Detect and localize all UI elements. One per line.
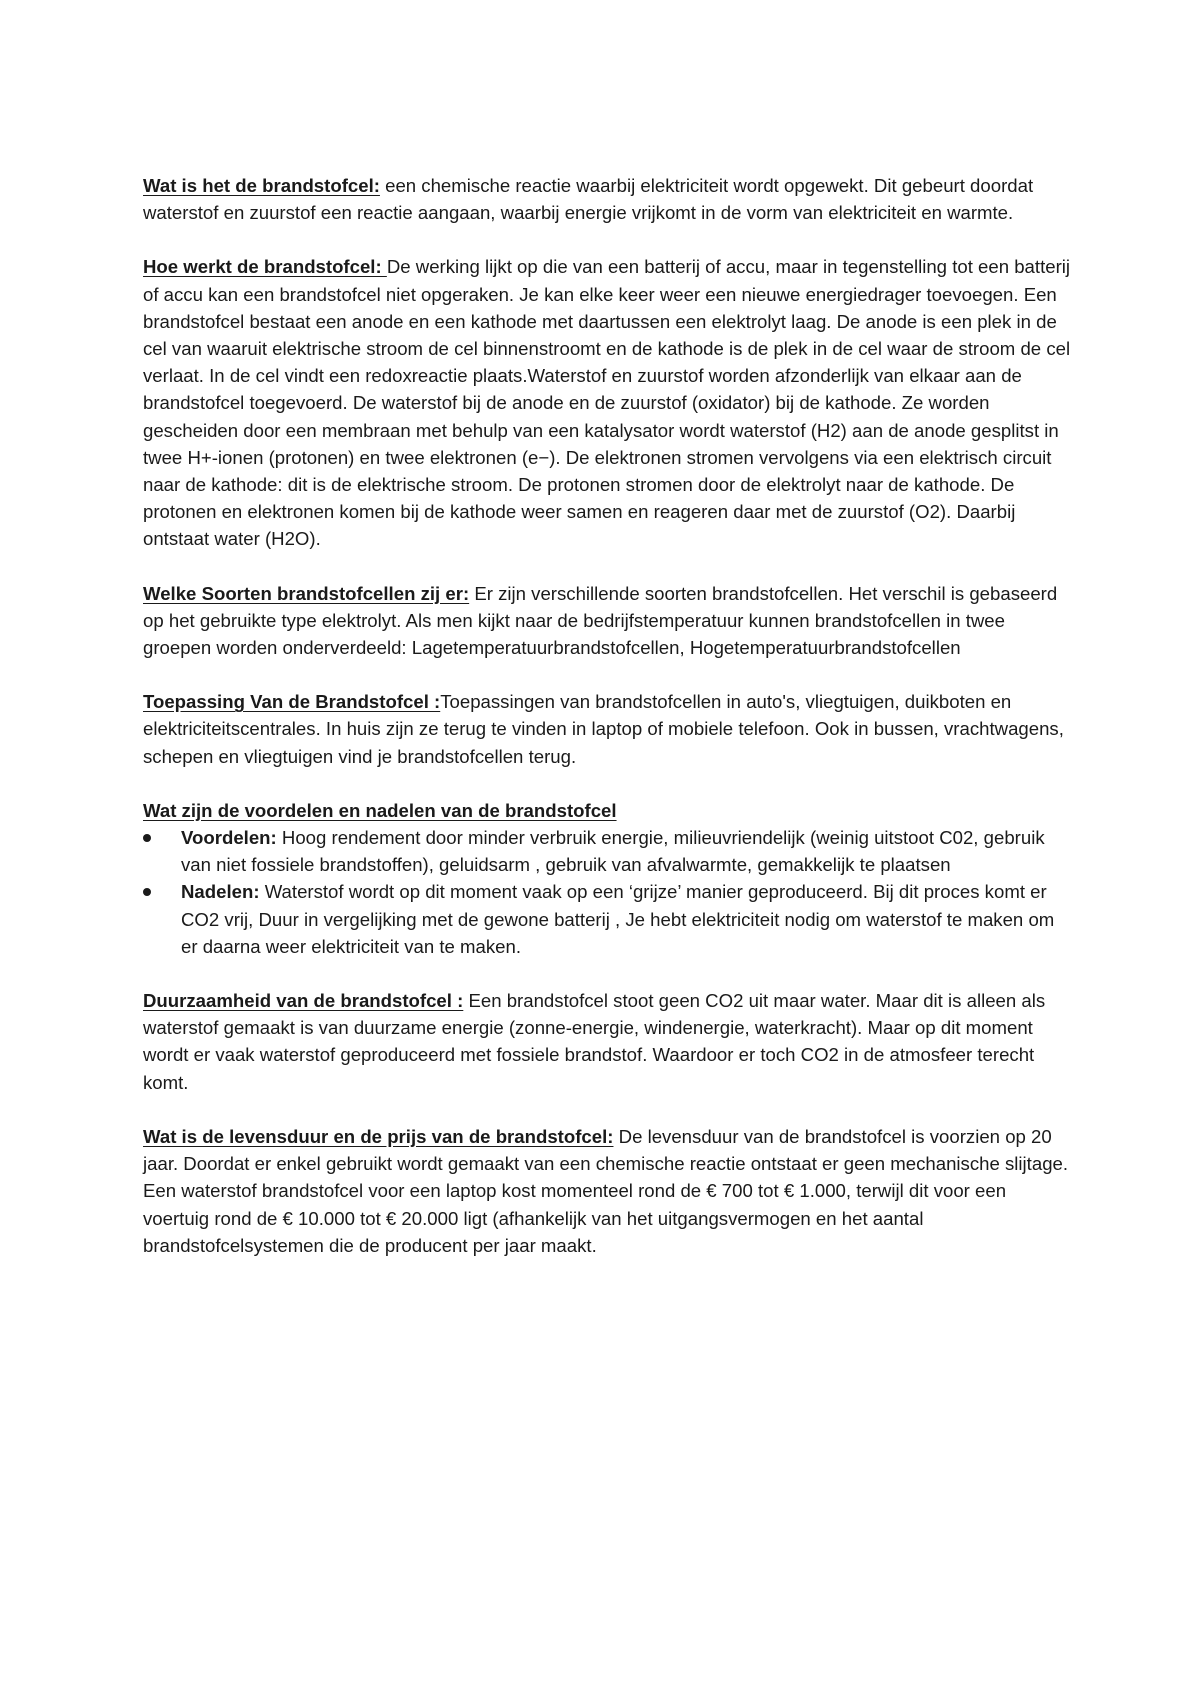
nadelen-label: Nadelen: [181, 881, 260, 903]
section-body-levensduur: De levensduur van de brandstofcel is voorzien op 20 jaar. Doordat er enkel gebruikt wordt gemaakt van een chemische reactie ontstaat er geen mechanische slijtage. Een waterstof brandstofcel voor een laptop kost momenteel rond de € 700 tot € 1.000, terwijl dit voor een voertuig rond de € 10.000 tot € 20.000 ligt (afhankelijk van het uitgangsvermogen en het aantal brandstofcelsystemen die de producent per jaar maakt. [143, 1125, 1069, 1256]
section-body-duurzaamheid: Een brandstofcel stoot geen CO2 uit maar water. Maar dit is alleen als waterstof gemaakt is van duurzame energie (zonne-energie, windenergie, waterkracht). Maar op dit moment wordt er vaak waterstof geproduceerd met fossiele brandstof. Waardoor er toch CO2 in de atmosfeer terecht komt. [143, 990, 1046, 1093]
paragraph-wat-is [143, 172, 1073, 226]
section-heading-wat-is: Wat is het de brandstofcel: [143, 175, 380, 196]
nadelen-text: Waterstof wordt op dit moment vaak op een ‘grijze’ manier geproduceerd. Bij dit proces komt er CO2 vrij, Duur in vergelijking met de gewone batterij , Je hebt elektriciteit nodig om waterstof te maken om er daarna weer elektriciteit van te maken. [181, 881, 1055, 957]
section-heading-voor-nadelen: Wat zijn de voordelen en nadelen van de brandstofcel [143, 799, 617, 821]
section-heading-duurzaamheid: Duurzaamheid van de brandstofcel : [143, 990, 464, 1012]
section-body-wat-is: een chemische reactie waarbij elektriciteit wordt opgewekt. Dit gebeurt doordat waterstof en zuurstof een reactie aangaan, waarbij energie vrijkomt in de vorm van elektriciteit en warmte. [143, 175, 1034, 224]
bullet-icon [143, 834, 151, 842]
paragraph-hoe-werkt [143, 253, 1073, 552]
voordelen-text: Hoog rendement door minder verbruik energie, milieuvriendelijk (weinig uitstoot C02, gebruik van niet fossiele brandstoffen), geluidsarm , gebruik van afvalwarmte, gemakkelijk te plaatsen [181, 827, 1045, 876]
pros-cons-list [143, 824, 1073, 960]
paragraph-soorten [143, 580, 1073, 662]
section-body-toepassing: Toepassingen van brandstofcellen in auto's, vliegtuigen, duikboten en elektriciteitscentrales. In huis zijn ze terug te vinden in laptop of mobiele telefoon. Ook in bussen, vrachtwagens, schepen en vliegtuigen vind je brandstofcellen terug. [143, 691, 1064, 767]
bullet-icon [143, 888, 151, 896]
paragraph-duurzaamheid [143, 987, 1073, 1096]
section-heading-toepassing: Toepassing Van de Brandstofcel : [143, 691, 441, 713]
paragraph-toepassing [143, 688, 1073, 770]
section-body-soorten: Er zijn verschillende soorten brandstofcellen. Het verschil is gebaseerd op het gebruikte type elektrolyt. Als men kijkt naar de bedrijfstemperatuur kunnen brandstofcellen in twee groepen worden onderverdeeld: Lagetemperatuurbrandstofcellen, Hogetemperatuurbrandstofcellen [143, 582, 1058, 659]
paragraph-levensduur [143, 1123, 1073, 1259]
list-item-voordelen [143, 824, 1073, 878]
section-heading-soorten: Welke Soorten brandstofcellen zij er: [143, 582, 470, 604]
section-voor-nadelen [143, 797, 1073, 960]
list-item-nadelen [143, 878, 1073, 960]
document-page [143, 172, 1073, 1286]
section-body-hoe-werkt: De werking lijkt op die van een batterij of accu, maar in tegenstelling tot een batterij of accu kan een brandstofcel niet opgeraken. Je kan elke keer weer een nieuwe energiedrager toevoegen. Een brandstofcel bestaat een anode en een kathode met daartussen een elektrolyt laag. De anode is een plek in de cel van waaruit elektrische stroom de cel binnenstroomt en de kathode is de plek in de cel waar de stroom de cel verlaat. In de cel vindt een redoxreactie plaats.Waterstof en zuurstof worden afzonderlijk van elkaar aan de brandstofcel toegevoerd. De waterstof bij de anode en de zuurstof (oxidator) bij de kathode. Ze worden gescheiden door een membraan met behulp van een katalysator wordt waterstof (H2) aan de anode gesplitst in twee H+-ionen (protonen) en twee elektronen (e−). De elektronen stromen vervolgens via een elektrisch circuit naar de kathode: dit is de elektrische stroom. De protonen stromen door de elektrolyt naar de kathode. De protonen en elektronen komen bij de kathode weer samen en reageren daar met de zuurstof (O2). Daarbij ontstaat water (H2O). [143, 256, 1071, 550]
section-heading-hoe-werkt: Hoe werkt de brandstofcel: [143, 256, 387, 278]
section-heading-levensduur: Wat is de levensduur en de prijs van de brandstofcel: [143, 1125, 614, 1147]
voordelen-label: Voordelen: [181, 827, 277, 849]
